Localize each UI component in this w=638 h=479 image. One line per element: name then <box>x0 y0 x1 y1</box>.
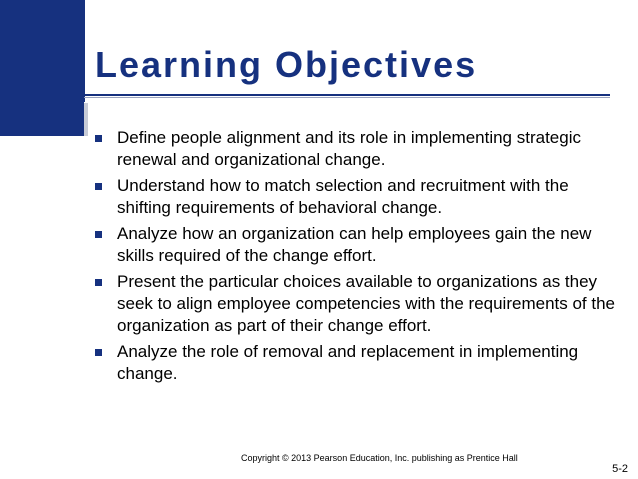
left-accent-shadow <box>84 103 88 136</box>
square-bullet-icon <box>95 183 102 190</box>
objective-text: Understand how to match selection and recruitment with the shifting requirements of behavioral change. <box>117 176 569 217</box>
objectives-list <box>95 127 615 389</box>
objective-text: Analyze the role of removal and replacement in implementing change. <box>117 342 579 383</box>
objective-item <box>95 271 615 337</box>
left-accent-edge <box>84 0 85 102</box>
objective-item <box>95 341 615 385</box>
slide-number: 5-2 <box>612 463 628 475</box>
objective-text: Analyze how an organization can help employees gain the new skills required of the change effort. <box>117 224 592 265</box>
square-bullet-icon <box>95 135 102 142</box>
slide-title: Learning Objectives <box>95 44 478 85</box>
copyright-footer: Copyright © 2013 Pearson Education, Inc. publishing as Prentice Hall <box>241 453 518 463</box>
objective-item <box>95 175 615 219</box>
objective-item <box>95 223 615 267</box>
square-bullet-icon <box>95 231 102 238</box>
left-accent-bar-lower <box>0 102 84 136</box>
objective-text: Define people alignment and its role in implementing strategic renewal and organizational change. <box>117 128 581 169</box>
square-bullet-icon <box>95 349 102 356</box>
title-underline <box>84 94 610 96</box>
title-underline-shadow <box>84 97 610 98</box>
left-accent-bar <box>0 0 84 102</box>
square-bullet-icon <box>95 279 102 286</box>
objective-item <box>95 127 615 171</box>
objective-text: Present the particular choices available to organizations as they seek to align employee competencies with the requirements of the organization as part of their change effort. <box>117 272 615 335</box>
